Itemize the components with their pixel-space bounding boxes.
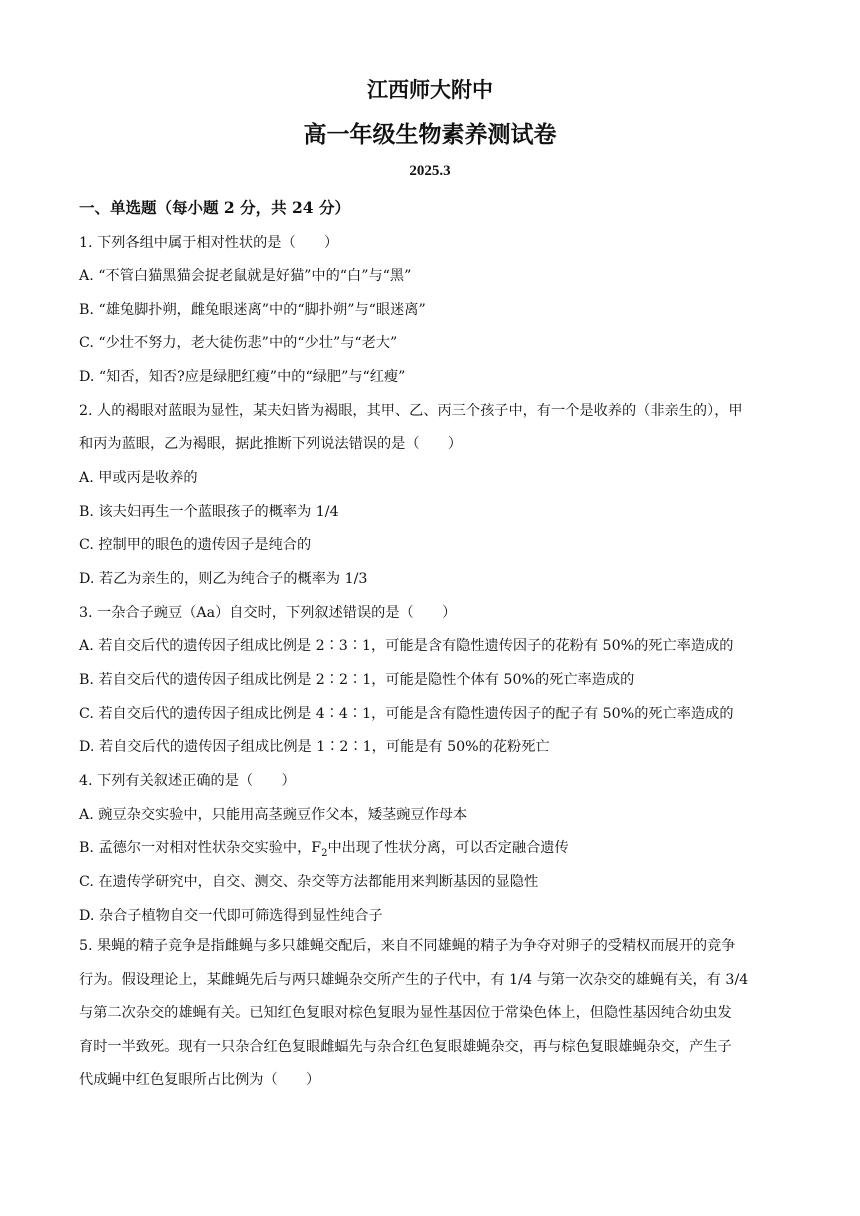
question-2-option-c: C. 控制甲的眼色的遗传因子是纯合的 [79, 537, 312, 553]
question-1-option-c: C. “少壮不努力，老大徒伤悲”中的“少壮”与“老大” [79, 335, 398, 351]
question-4-option-b-text-end: 中出现了性状分离，可以否定融合遗传 [327, 840, 569, 856]
question-2-option-a: A. 甲或丙是收养的 [79, 470, 198, 486]
question-4-option-c: C. 在遗传学研究中，自交、测交、杂交等方法都能用来判断基因的显隐性 [79, 874, 539, 890]
question-5-line-3: 与第二次杂交的雄蝇有关。已知红色复眼对棕色复眼为显性基因位于常染色体上，但隐性基因纯合幼虫发 [79, 1005, 732, 1021]
question-4-option-b [79, 837, 569, 859]
subscript-generation: 2 [321, 847, 328, 859]
question-5-line-4: 育时一半致死。现有一只杂合红色复眼雌蝠先与杂合红色复眼雄蝇杂交，再与棕色复眼雄蝇杂交，产生子 [79, 1038, 732, 1055]
question-5-line-1: 5. 果蝇的精子竞争是指雌蝇与多只雄蝇交配后，来自不同雄蝇的精子为争夺对卵子的受精权而展开的竞争 [79, 938, 736, 954]
question-2-stem-line-2: 和丙为蓝眼，乙为褐眼，据此推断下列说法错误的是（ ） [79, 436, 463, 452]
question-1-stem: 1. 下列各组中属于相对性状的是（ ） [79, 235, 339, 251]
question-2-option-b: B. 该夫妇再生一个蓝眼孩子的概率为 1/4 [79, 504, 339, 520]
question-3-option-c: C. 若自交后代的遗传因子组成比例是 4∶4∶1，可能是含有隐性遗传因子的配子有 50%的死亡率造成的 [79, 706, 734, 722]
question-5-stem [79, 930, 785, 1098]
section-heading: 一、单选题（每小题 2 分，共 24 分） [79, 198, 350, 217]
question-5-line-2: 行为。假设理论上，某雌蝇先后与两只雄蝇杂交所产生的子代中，有 1/4 与第一次杂交的雄蝇有关，有 3/4 [79, 971, 749, 988]
question-2-option-d: D. 若乙为亲生的，则乙为纯合子的概率为 1/3 [79, 571, 368, 587]
school-name: 江西师大附中 [367, 77, 493, 102]
question-3-option-d: D. 若自交后代的遗传因子组成比例是 1∶2∶1，可能是有 50%的花粉死亡 [79, 739, 550, 755]
question-1-option-b: B. “雄兔脚扑朔，雌兔眼迷离”中的“脚扑朔”与“眼迷离” [79, 302, 426, 318]
question-3-stem: 3. 一杂合子豌豆（Aa）自交时，下列叙述错误的是（ ） [79, 605, 457, 621]
exam-title: 高一年级生物素养测试卷 [303, 121, 557, 148]
question-5-line-5: 代成蝇中红色复眼所占比例为（ ） [79, 1072, 321, 1088]
question-2-stem-line-1: 2. 人的褐眼对蓝眼为显性，某夫妇皆为褐眼，其甲、乙、丙三个孩子中，有一个是收养的（非亲生的），甲 [79, 403, 743, 419]
question-1-option-d: D. “知否，知否?应是绿肥红瘦”中的“绿肥”与“红瘦” [79, 369, 406, 385]
question-4-option-a: A. 豌豆杂交实验中，只能用高茎豌豆作父本，矮茎豌豆作母本 [79, 807, 468, 823]
question-1-option-a: A. “不管白猫黑猫会捉老鼠就是好猫”中的“白”与“黑” [79, 268, 412, 284]
exam-date: 2025.3 [409, 163, 451, 179]
question-3-option-b: B. 若自交后代的遗传因子组成比例是 2∶2∶1，可能是隐性个体有 50%的死亡率造成的 [79, 672, 635, 688]
question-4-stem: 4. 下列有关叙述正确的是（ ） [79, 773, 296, 789]
question-4-option-b-text-start: B. 孟德尔一对相对性状杂交实验中，F [79, 840, 322, 856]
question-4-option-d: D. 杂合子植物自交一代即可筛选得到显性纯合子 [79, 908, 383, 924]
question-3-option-a: A. 若自交后代的遗传因子组成比例是 2∶3∶1，可能是含有隐性遗传因子的花粉有 50%的死亡率造成的 [79, 638, 734, 654]
